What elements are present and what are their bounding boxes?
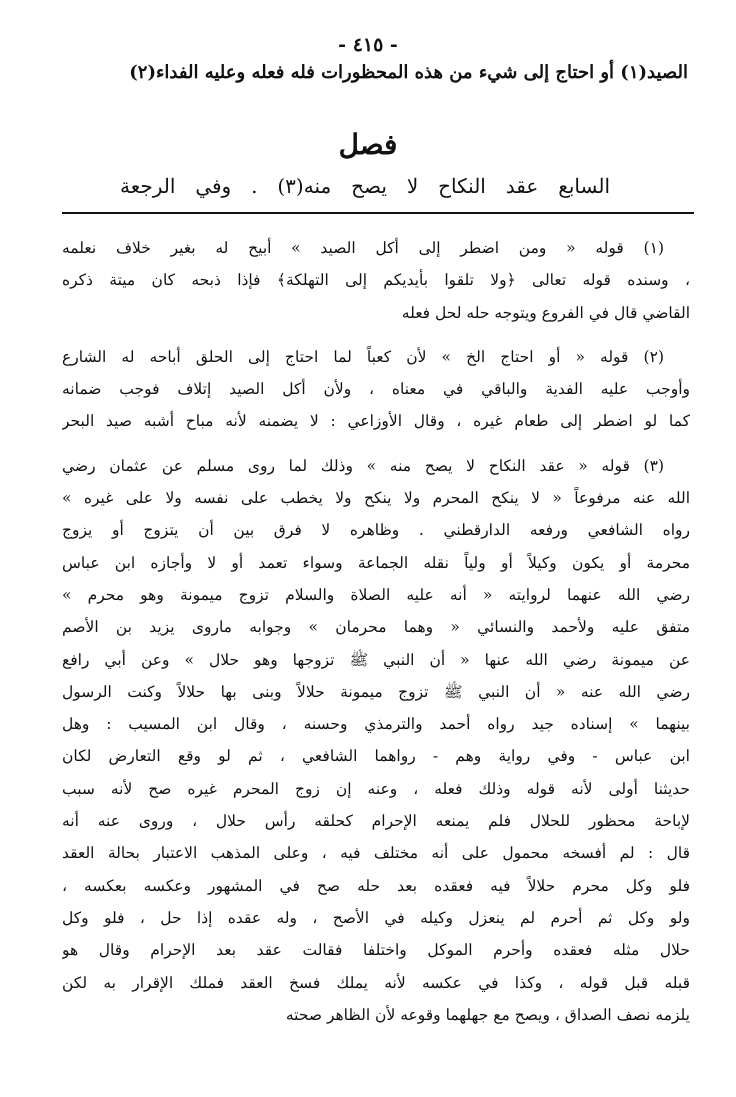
footnote-line: رضي الله عنهما لروايته « أنه عليه الصلاة والسلام تزوج ميمونة وهو محرم »	[62, 585, 690, 604]
page-number: - ٤١٥ -	[338, 34, 398, 56]
footnote-line: رواه الشافعي ورفعه الدارقطني . وظاهره لا فرق بين أن يتزوج أو يزوج	[62, 521, 690, 540]
footnote-line: ابن عباس - وفي رواية وهم - رواهما الشافعي ، ثم لو وقع التعارض لكان	[62, 747, 690, 766]
footnote-separator	[62, 212, 694, 214]
footnote-line: قال : لم أفسخه محمول على أنه مختلف فيه ، وعلى المذهب الاعتبار بحالة العقد	[62, 844, 690, 863]
footnote-line: حلال مثله فعقده وأحرم الموكل واختلفا فقالت عقد بعد الإحرام وقال هو	[62, 941, 690, 960]
top-text-line: الصيد(١) أو احتاج إلى شيء من هذه المحظورات فله فعله وعليه الفداء(٢)	[129, 62, 688, 83]
footnote-line: كما لو اضطر إلى طعام غيره ، وقال الأوزاعي : لا يضمنه لأنه مباح أشبه صيد البحر	[62, 412, 690, 431]
footnote-line: (٣) قوله « عقد النكاح لا يصح منه » وذلك لما روى مسلم عن عثمان رضي	[62, 456, 664, 475]
footnote-line: قبله قبل قوله ، وكذا في عكسه لأنه يملك فسخ العقد فملك الإقرار به لكن	[62, 973, 690, 992]
footnote-line: يلزمه نصف الصداق ، ويصح مع جهلهما وقوعه لأن الظاهر صحته	[285, 1005, 690, 1024]
footnote-line: القاضي قال في الفروع ويتوجه حله لحل فعله	[401, 303, 690, 322]
main-text-line: السابع عقد النكاح لا يصح منه(٣) . وفي الرجعة	[120, 174, 610, 198]
footnote-line: ، وسنده قوله تعالى ﴿ولا تلقوا بأيديكم إلى التهلكة﴾ فإذا ذبحه كان ميتة ذكره	[62, 271, 690, 290]
footnote-line: الله عنه مرفوعاً « لا ينكح المحرم ولا ينكح ولا يخطب على نفسه ولا على غيره »	[62, 489, 690, 508]
footnote-line: (١) قوله « ومن اضطر إلى أكل الصيد » أبيح له بغير خلاف نعلمه	[62, 239, 664, 257]
footnote-line: محرمة أو يكون وكيلاً أو ولياً نقله الجماعة وسواء تعمد أو لا وأجازه ابن عباس	[62, 553, 690, 572]
footnote-line: فلو وكل محرم حلالاً فيه فعقده بعد حله صح في المشهور وعكسه بعكسه ،	[62, 876, 690, 895]
footnote-1	[62, 232, 690, 329]
footnote-line: رضي الله عنه « أن النبي ﷺ تزوج ميمونة حلالاً وبنى بها حلالاً وكنت الرسول	[62, 682, 690, 701]
footnote-line: بينهما » إسناده جيد رواه أحمد والترمذي وحسنه ، وقال ابن المسيب : وهل	[62, 715, 690, 734]
footnote-2	[62, 341, 690, 438]
footnote-line: لإباحة محظور للحلال فلم يمنعه الإحرام كحلقه رأس حلال ، وروى عنه أنه	[62, 812, 690, 831]
footnote-3	[62, 450, 690, 1031]
footnote-line: ولو وكل ثم أحرم لم ينعزل وكيله في الأصح ، وله عقده إذا حل ، فلو وكل	[62, 908, 690, 927]
footnote-line: متفق عليه ولأحمد والنسائي « وهما محرمان » وجوابه ماروى يزيد بن الأصم	[62, 618, 690, 637]
section-heading: فصل	[338, 128, 398, 161]
footnotes-block	[62, 232, 690, 1043]
footnote-line: عن ميمونة رضي الله عنها « أن النبي ﷺ تزوجها وهو حلال » وعن أبي رافع	[62, 650, 690, 669]
footnote-line: (٢) قوله « أو احتاج الخ » لأن كعباً لما احتاج إلى الحلق أباحه له الشارع	[62, 347, 664, 366]
footnote-line: حديثنا أولى لأنه قوله وذلك فعله ، وعنه إن زوج المحرم غيره صح لأنه سبب	[62, 779, 690, 798]
footnote-line: وأوجب عليه الفدية والباقي في معناه ، ولأن أكل الصيد إتلاف فوجب ضمانه	[62, 380, 690, 399]
